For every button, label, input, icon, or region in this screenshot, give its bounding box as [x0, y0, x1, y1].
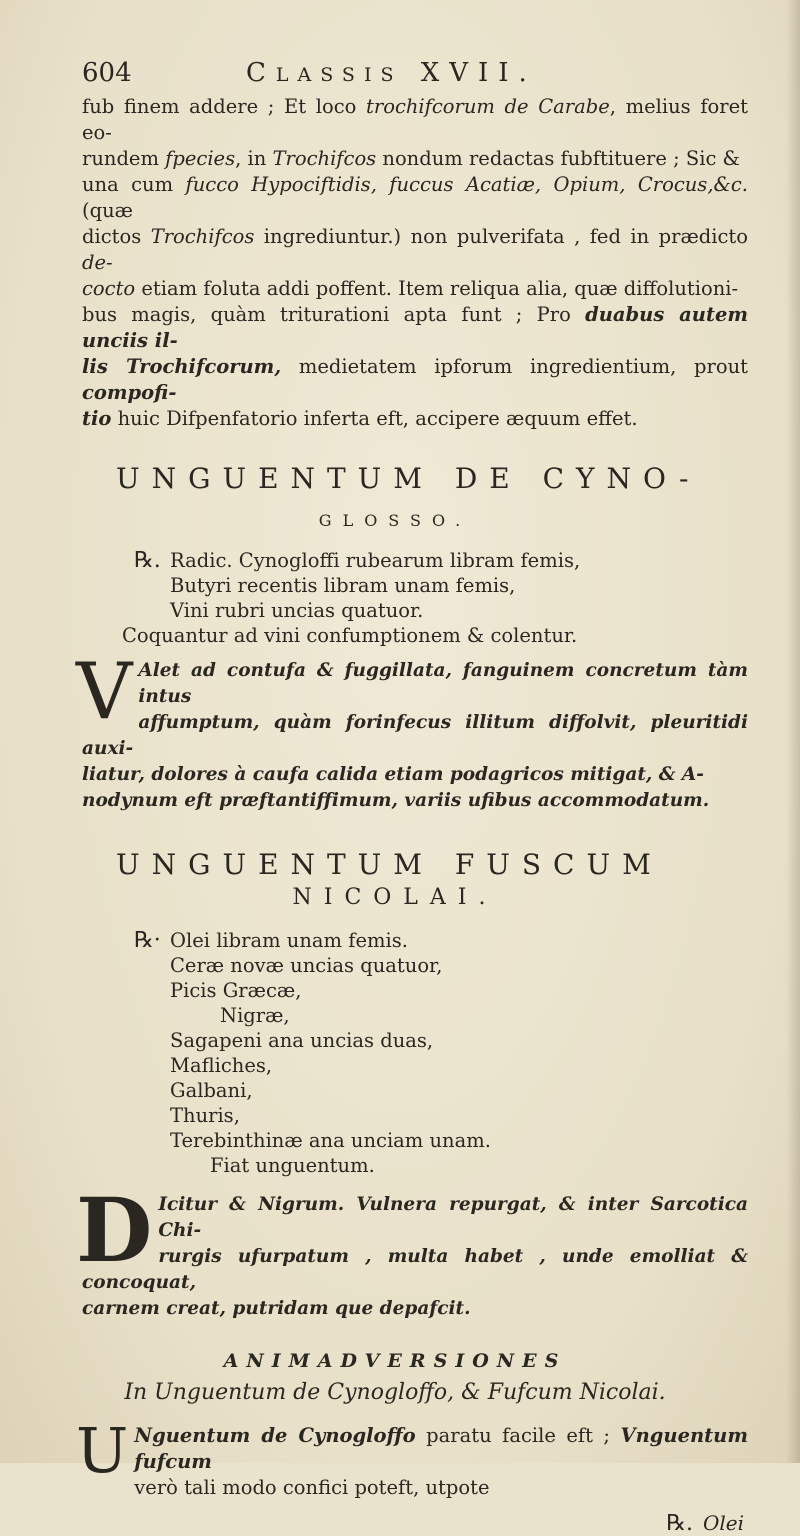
text-run: fub finem addere ; Et loco — [82, 95, 367, 118]
recipe-line — [82, 953, 748, 978]
ingredient: Thuris, — [170, 1104, 240, 1127]
text-run: verò tali modo confici poteft, utpote — [134, 1476, 490, 1499]
catchword — [82, 1511, 748, 1536]
text-run: medietatem ipforum ingredientium, prout — [281, 355, 748, 378]
comment-fuscum — [76, 1178, 748, 1322]
text-run: paratu facile eft ; — [415, 1424, 621, 1447]
section-subtitle-cynoglosso: GLOSSO. — [318, 511, 472, 530]
recipe-line: Butyri recentis libram unam femis, — [170, 574, 516, 597]
comment-line: affumptum, quàm forinfecus illitum diffolvit, pleuritidi auxi- — [82, 712, 748, 759]
text-run: fpecies — [165, 147, 236, 170]
comment-text — [82, 658, 748, 814]
comment-text — [82, 1192, 748, 1322]
text-run: dictos — [82, 225, 151, 248]
text-run: , melius foret eo- — [82, 95, 748, 144]
comment-line: rurgis ufurpatum , multa habet , unde emolliat & concoquat, — [82, 1246, 748, 1293]
recipe-line — [82, 978, 748, 1003]
drop-cap: D — [76, 1178, 153, 1282]
ingredient: Radic. Cynogloffi rubearum libram femis, — [170, 549, 581, 572]
comment-line: liatur, dolores à caufa calida etiam podagricos mitigat, & A- — [82, 764, 704, 785]
text-run: Vnguentum fufcum — [134, 1424, 748, 1473]
running-head — [246, 58, 537, 88]
recipe-line — [82, 1053, 748, 1078]
recipe-cynoglosso — [82, 548, 748, 648]
text-run: bus magis, quàm triturationi apta funt ; Pro — [82, 303, 586, 326]
text-run: una cum — [82, 173, 186, 196]
ingredient: Sagapeni ana uncias duas, — [170, 1029, 434, 1052]
recipe-line — [82, 1003, 748, 1028]
recipe-line — [82, 1128, 748, 1153]
drop-cap: V — [76, 647, 133, 737]
catchword-symbol: ℞. — [666, 1511, 693, 1536]
drop-cap: U — [76, 1414, 129, 1487]
text-run: Nguentum de Cynogloffo — [134, 1424, 416, 1447]
recipe-line — [82, 928, 748, 953]
text-run: nondum redactas fubftituere ; Sic & — [376, 147, 740, 170]
animadversiones-text — [82, 1423, 748, 1501]
comment-line: Icitur & Nigrum. Vulnera repurgat, & inter Sarcotica Chi- — [158, 1194, 748, 1241]
text-run: de- — [82, 251, 113, 274]
ingredient: Nigræ, — [220, 1004, 290, 1027]
text-run: compofi- — [82, 381, 177, 404]
recipe-line — [82, 548, 748, 573]
text-run: ingrediuntur.) non pulverifata , fed in prædicto — [254, 225, 748, 248]
comment-line: Alet ad contufa & fuggillata, fanguinem concretum tàm intus — [138, 660, 748, 707]
ingredient: Fiat unguentum. — [210, 1154, 375, 1177]
text-run: duabus autem unciis il- — [82, 303, 748, 352]
recipe-symbol: ℞. — [134, 548, 161, 573]
page-number: 604 — [82, 58, 132, 88]
recipe-line — [82, 1153, 748, 1178]
text-run: trochifcorum de Carabe — [366, 95, 610, 118]
recipe-symbol: ℞· — [134, 928, 161, 953]
text-run: rundem — [82, 147, 166, 170]
recipe-line — [82, 1028, 748, 1053]
text-run: huic Difpenfatorio inferta eft, accipere æquum effet. — [111, 407, 638, 430]
text-run: , in — [235, 147, 273, 170]
intro-paragraph — [82, 94, 748, 432]
running-head-initial: C — [246, 58, 276, 88]
animadversiones-subheading: In Unguentum de Cynogloffo, & Fufcum Nicolai. — [124, 1380, 666, 1405]
page-header — [82, 58, 748, 94]
catchword-text: Olei — [702, 1511, 744, 1535]
ingredient: Terebinthinæ ana unciam unam. — [170, 1129, 491, 1152]
recipe-line: Coquantur ad vini confumptionem & colentur. — [122, 624, 578, 647]
ingredient: Mafliches, — [170, 1054, 273, 1077]
comment-cynoglosso — [76, 647, 748, 814]
text-run: cocto — [82, 277, 136, 300]
text-run: fucco Hypociftidis, fuccus Acatiæ, Opium, Crocus,&c. — [185, 173, 748, 196]
ingredient: Olei libram unam femis. — [170, 929, 408, 952]
ingredient: Picis Græcæ, — [170, 979, 302, 1002]
running-head-caps: LASSIS — [275, 64, 403, 86]
animadversiones-body — [76, 1414, 748, 1501]
ingredient: Galbani, — [170, 1079, 253, 1102]
comment-line: nodynum eft præftantiffimum, variis ufibus accommodatum. — [82, 790, 710, 811]
section-title-fuscum: UNGUENTUM FUSCUM — [116, 848, 663, 881]
text-run: etiam foluta addi poffent. Item reliqua alia, quæ diffolutioni- — [135, 277, 739, 300]
text-run: Trochifcos — [150, 225, 255, 248]
recipe-fuscum — [82, 928, 748, 1178]
running-head-number: XVII. — [420, 58, 537, 88]
recipe-line — [82, 1103, 748, 1128]
recipe-line — [82, 1078, 748, 1103]
ingredient: Ceræ novæ uncias quatuor, — [170, 954, 443, 977]
comment-line: carnem creat, putridam que depafcit. — [82, 1298, 471, 1319]
text-run: Trochifcos — [272, 147, 377, 170]
text-run: lis Trochifcorum, — [82, 355, 282, 378]
section-subtitle-fuscum: NICOLAI. — [292, 885, 498, 910]
text-run: (quæ — [82, 199, 133, 222]
animadversiones-heading: ANIMADVERSIONES — [223, 1350, 567, 1372]
section-title-cynoglosso: UNGUENTUM DE CYNO- — [116, 462, 701, 495]
recipe-line: Vini rubri uncias quatuor. — [170, 599, 424, 622]
text-run: tio — [82, 407, 112, 430]
